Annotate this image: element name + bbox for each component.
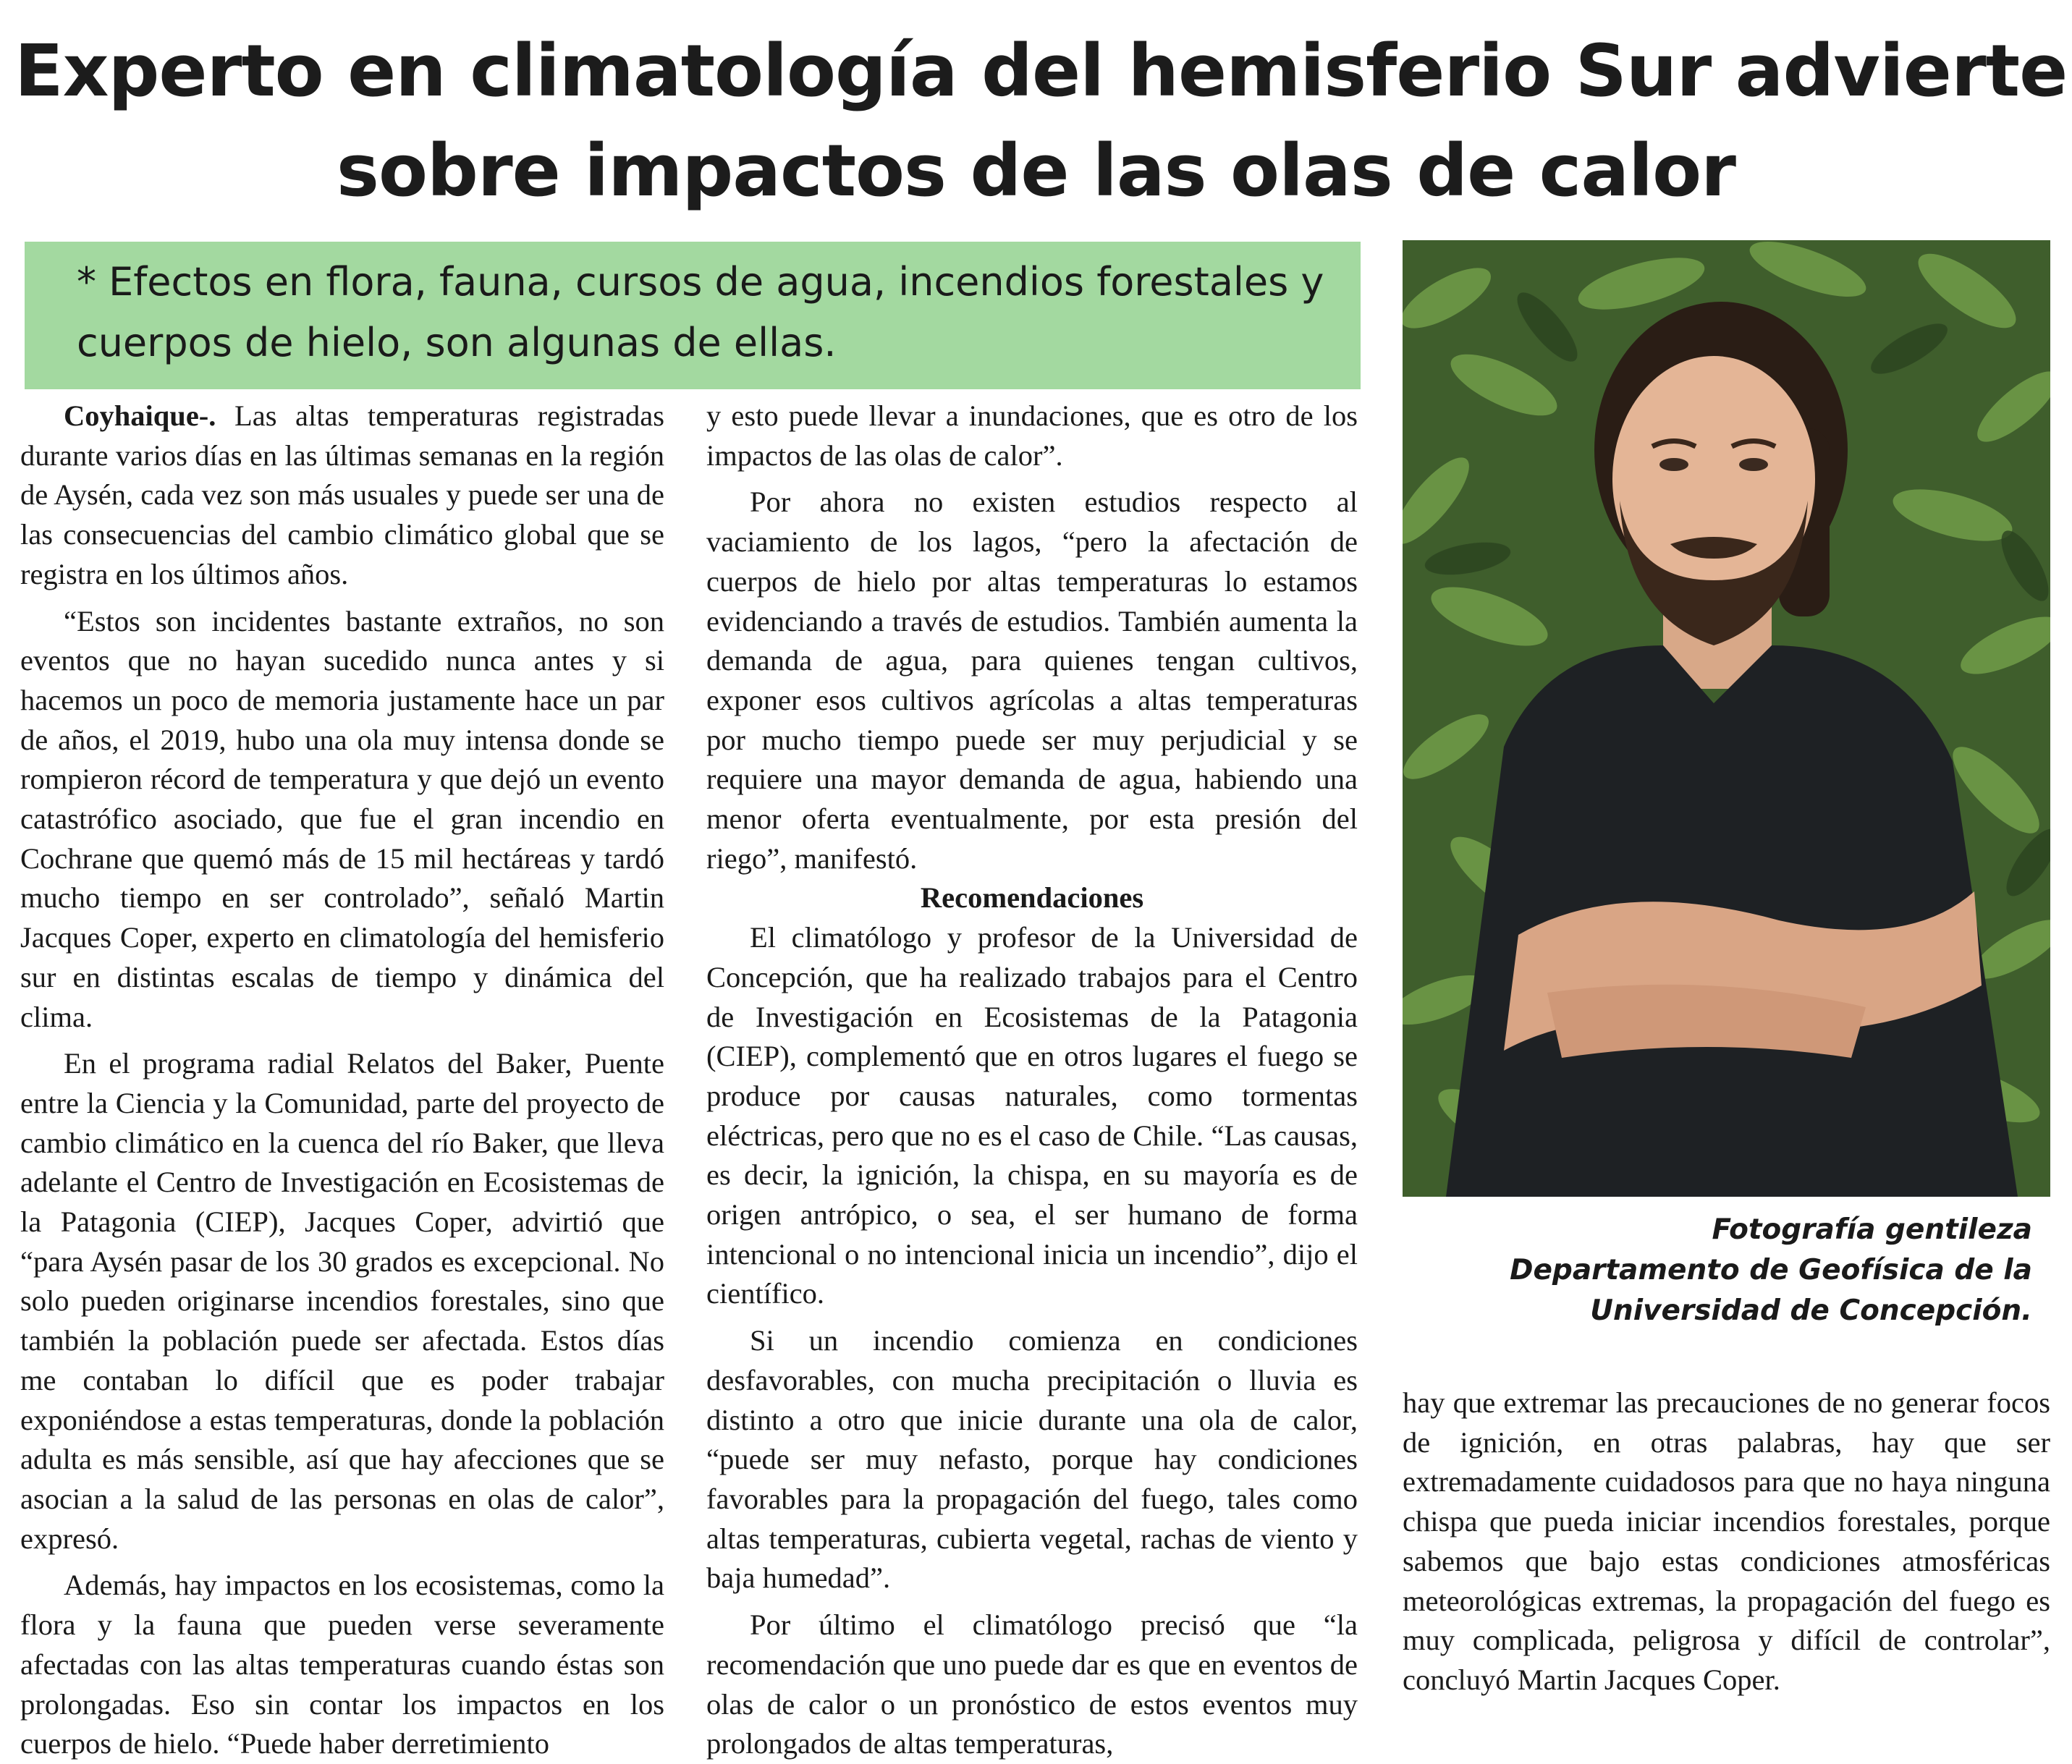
section-heading: Recomendaciones (920, 881, 1144, 915)
caption-line-2: Departamento de Geofísica de la (1510, 1254, 2032, 1286)
subheadline-text: * Efectos en flora, fauna, cursos de agua, incendios forestales y cuerpos de hielo, son algunas de ellas. (77, 259, 1324, 365)
article-paragraph: “Estos son incidentes bastante extraños, no son eventos que no hayan sucedido nunca antes y si hacemos un poco de memoria justamente hace un par de años, el 2019, hubo una ola muy intensa donde se rompieron récord de temperatura y que dejó un evento catastrófico asociado, que fue el gran incendio en Cochrane que quemó más de 15 mil hectáreas y tardó mucho tiempo en ser controlado”, señaló Martin Jacques Coper, experto en climatología del hemisferio sur en distintas escalas de tiempo y dinámica del clima. (20, 604, 664, 1033)
headline-line-1: Experto en climatología del hemisferio Sur advierte (14, 30, 2068, 113)
article-paragraph: Además, hay impactos en los ecosistemas, como la flora y la fauna que pueden verse severamente afectadas con las altas temperaturas cuando éstas son prolongadas. Eso sin contar los impactos en los cuerpos de hielo. “Puede haber derretimiento (20, 1569, 664, 1760)
article-paragraph: Si un incendio comienza en condiciones desfavorables, con mucha precipitación o lluvia es distinto a otro que inicie durante una ola de calor, “puede ser muy nefasto, porque hay condiciones favorables para la propagación del fuego, tales como altas temperaturas, cubierta vegetal, rachas de viento y baja humedad”. (706, 1324, 1358, 1595)
paragraph-text: Las altas temperaturas registradas durante varios días en las últimas semanas en la región de Aysén, cada vez son más usuales y puede ser una de las consecuencias del cambio climático global que se registra en los últimos años. (20, 399, 664, 590)
article-paragraph: hay que extremar las precauciones de no generar focos de ignición, en otras palabras, hay que ser extremadamente cuidadosos para que no haya ninguna chispa que pueda iniciar incendios forestales, porque sabemos que bajo estas condiciones atmosféricas meteorológicas extremas, la propagación del fuego es muy complicada, peligrosa y difícil de controlar”, concluyó Martin Jacques Coper. (1403, 1386, 2050, 1696)
caption-line-1: Fotografía gentileza (1712, 1213, 2032, 1246)
portrait-illustration (1403, 240, 2050, 1197)
article-paragraph: En el programa radial Relatos del Baker, Puente entre la Ciencia y la Comunidad, parte del proyecto de cambio climático en la cuenca del río Baker, que lleva adelante el Centro de Investigación en Ecosistemas de la Patagonia (CIEP), Jacques Coper, advirtió que “para Aysén pasar de los 30 grados es excepcional. No solo pueden originarse incendios forestales, sino que también la población puede ser afectada. Estos días me contaban lo difícil que es poder trabajar exponiéndose a estas temperaturas, donde la población adulta es más sensible, así que hay afecciones que se asocian a la salud de las personas en olas de calor”, expresó. (20, 1047, 664, 1555)
article-paragraph (20, 397, 664, 595)
dateline: Coyhaique-. (64, 399, 216, 432)
article-column-3 (1403, 1383, 2050, 1700)
portrait-photo (1403, 240, 2050, 1197)
subheadline-box (25, 242, 1361, 389)
article-column-2 (706, 397, 1358, 1764)
caption-line-3: Universidad de Concepción. (1590, 1294, 2032, 1327)
article-column-1 (20, 397, 664, 1764)
headline (14, 22, 2068, 221)
headline-line-2: sobre impactos de las olas de calor (337, 130, 1735, 213)
photo-caption (1403, 1210, 2032, 1331)
article-paragraph: Por último el climatólogo precisó que “la recomendación que uno puede dar es que en eventos de olas de calor o un pronóstico de estos eventos muy prolongados de altas temperaturas, (706, 1608, 1358, 1760)
article-paragraph: y esto puede llevar a inundaciones, que es otro de los impactos de las olas de calor”. (706, 399, 1358, 472)
article-paragraph: El climatólogo y profesor de la Universidad de Concepción, que ha realizado trabajos para el Centro de Investigación en Ecosistemas de la Patagonia (CIEP), complementó que en otros lugares el fuego se produce por causas naturales, como tormentas eléctricas, pero que no es el caso de Chile. “Las causas, es decir, la ignición, la chispa, en su mayoría es de origen antrópico, o sea, el ser humano de forma intencional o no intencional inicia un incendio”, dijo el científico. (706, 921, 1358, 1310)
article-paragraph: Por ahora no existen estudios respecto al vaciamiento de los lagos, “pero la afectación de cuerpos de hielo por altas temperaturas lo estamos evidenciando a través de estudios. También aumenta la demanda de agua, para quienes tengan cultivos, exponer esos cultivos agrícolas a altas temperaturas por mucho tiempo puede ser muy perjudicial y se requiere una mayor demanda de agua, habiendo una menor oferta eventualmente, por esta presión del riego”, manifestó. (706, 485, 1358, 875)
